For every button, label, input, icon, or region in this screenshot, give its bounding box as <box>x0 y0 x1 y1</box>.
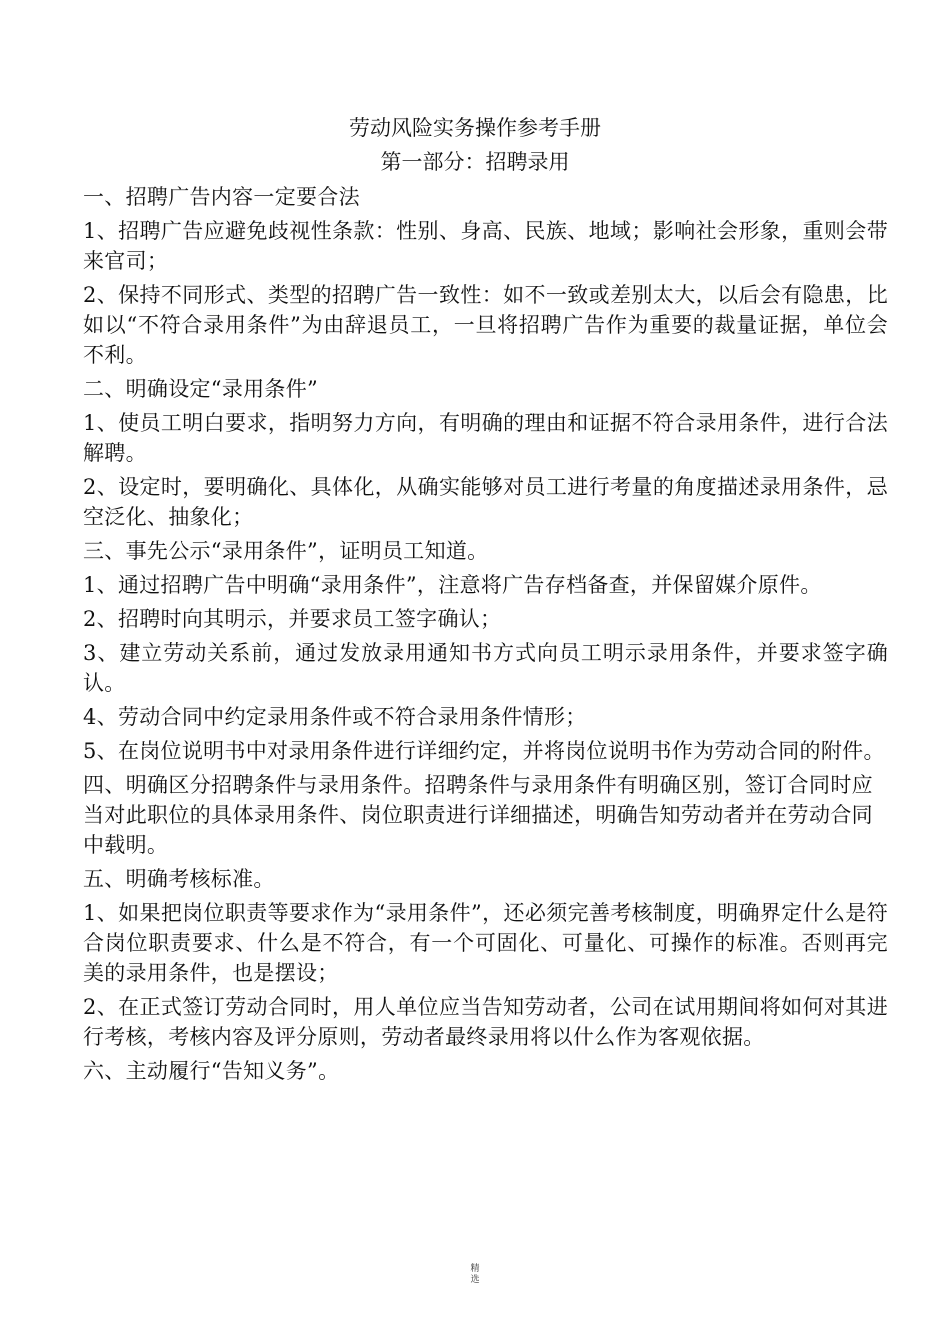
paragraph: 三、事先公示“录用条件”，证明员工知道。 <box>83 539 489 563</box>
page-footer <box>0 1264 950 1286</box>
paragraph: 5、在岗位说明书中对录用条件进行详细约定，并将岗位说明书作为劳动合同的附件。 <box>83 739 885 763</box>
footer-mark-line2: 选 <box>470 1275 480 1285</box>
paragraph: 1、通过招聘广告中明确“录用条件”，注意将广告存档备查，并保留媒介原件。 <box>83 573 822 597</box>
paragraph: 2、设定时，要明确化、具体化，从确实能够对员工进行考量的角度描述录用条件，忌空泛化、抽象化； <box>83 475 888 529</box>
paragraph: 2、招聘时向其明示，并要求员工签字确认； <box>83 607 502 631</box>
paragraph: 3、建立劳动关系前，通过发放录用通知书方式向员工明示录用条件，并要求签字确认。 <box>83 641 888 695</box>
paragraph: 2、在正式签订劳动合同时，用人单位应当告知劳动者，公司在试用期间将如何对其进行考核，考核内容及评分原则，劳动者最终录用将以什么作为客观依据。 <box>83 995 888 1049</box>
paragraph: 二、明确设定“录用条件” <box>83 377 319 401</box>
footer-mark-line1: 精 <box>470 1264 480 1274</box>
paragraph: 五、明确考核标准。 <box>83 867 275 891</box>
document-title: 劳动风险实务操作参考手册 <box>349 116 601 140</box>
paragraph: 四、明确区分招聘条件与录用条件。招聘条件与录用条件有明确区别，签订合同时应当对此职位的具体录用条件、岗位职责进行详细描述，明确告知劳动者并在劳动合同中载明。 <box>83 773 873 857</box>
section-title: 第一部分：招聘录用 <box>380 150 570 174</box>
paragraph: 1、如果把岗位职责等要求作为“录用条件”，还必须完善考核制度，明确界定什么是符合岗位职责要求、什么是不符合，有一个可固化、可量化、可操作的标准。否则再完美的录用条件，也是摆设； <box>83 901 888 985</box>
paragraph: 六、主动履行“告知义务”。 <box>83 1059 340 1083</box>
document-body <box>83 182 888 1090</box>
paragraph: 一、招聘广告内容一定要合法 <box>83 185 360 209</box>
paragraph: 4、劳动合同中约定录用条件或不符合录用条件情形； <box>83 705 587 729</box>
paragraph: 1、使员工明白要求，指明努力方向，有明确的理由和证据不符合录用条件，进行合法解聘。 <box>83 411 888 465</box>
paragraph: 1、招聘广告应避免歧视性条款：性别、身高、民族、地域；影响社会形象，重则会带来官司； <box>83 219 888 273</box>
paragraph: 2、保持不同形式、类型的招聘广告一致性：如不一致或差别太大，以后会有隐患，比如以“不符合录用条件”为由辞退员工，一旦将招聘广告作为重要的裁量证据，单位会不利。 <box>83 283 888 367</box>
